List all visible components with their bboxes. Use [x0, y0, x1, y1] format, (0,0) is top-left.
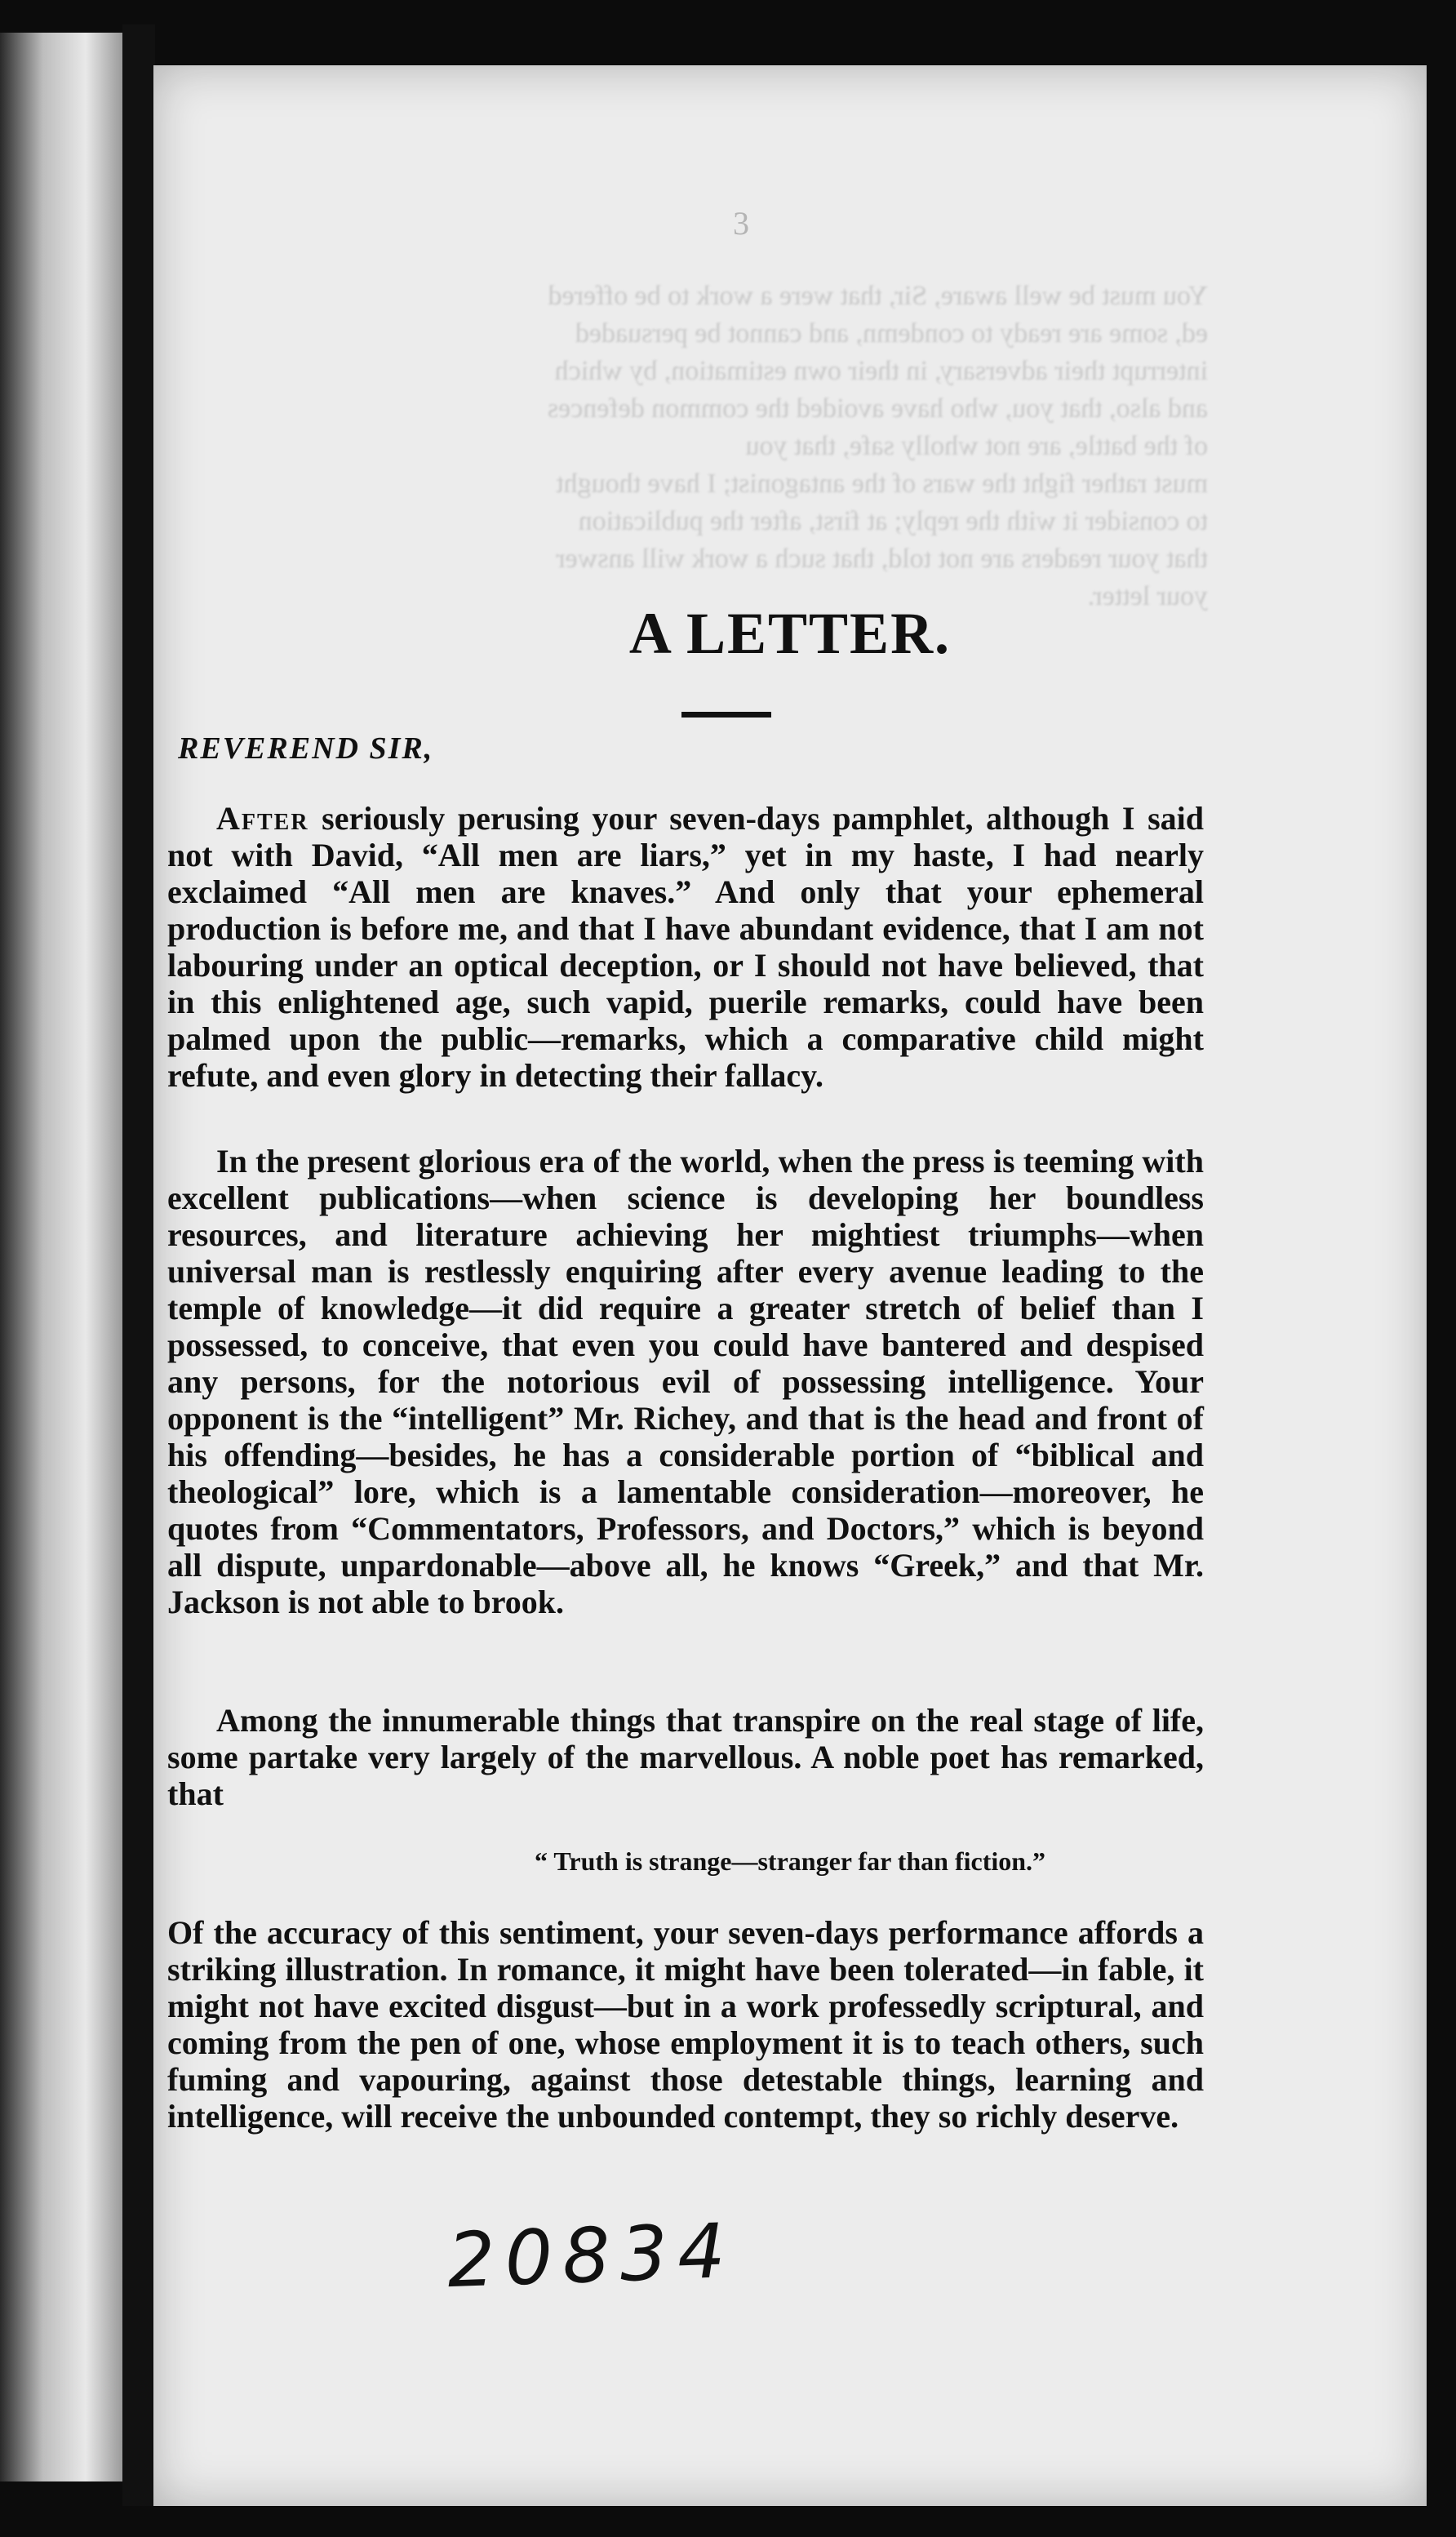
page-number: 3: [733, 205, 749, 242]
bleed-through-text: You must be well aware, Sir, that were a work to be offered ed, some are ready to condemn, and cannot be persuaded interrupt their adversary, in their own estimation, by which and also, that you, who have avoided the common defences of the battle, are not wholly safe, that you must rather fight the wars of the antagonist; I have thought to consider it with the reply; at first, after the publication that your readers are not told, that such a work will answer your letter.: [547, 281, 1208, 611]
salutation: REVEREND SIR,: [178, 731, 434, 766]
paragraph-2: [167, 1143, 1204, 1620]
paragraph-1: [167, 800, 1204, 1094]
paragraph-3-text: Among the innumerable things that transpire on the real stage of life, some partake very largely of the marvellous. A noble poet has remarked, that: [167, 1702, 1204, 1812]
title-divider-rule: [681, 712, 771, 718]
paragraph-1-text: seriously perusing your seven-days pamphlet, although I said not with David, “All men are liars,” yet in my haste, I had nearly exclaimed “All men are knaves.” And only that your ephemeral production is before me, and that I have abundant evidence, that I am not labouring under an optical deception, or I should not have believed, that in this enlightened age, such vapid, puerile remarks, could have been palmed upon the public—remarks, which a comparative child might refute, and even glory in detecting their fallacy.: [167, 800, 1204, 1094]
adjacent-page-edge: [0, 33, 122, 2481]
handwritten-catalog-number: 20834: [446, 2206, 737, 2305]
closing-paragraph: [167, 1914, 1204, 2135]
letter-title: A LETTER.: [628, 601, 952, 666]
closing-paragraph-text: Of the accuracy of this sentiment, your seven-days performance affords a striking illustration. In romance, it might have been tolerated—in fable, it might not have excited disgust—but in a work professedly scriptural, and coming from the pen of one, whose employment it is to teach others, such fuming and vapouring, against those detestable things, learning and intelligence, will receive the unbounded contempt, they so richly deserve.: [167, 1914, 1204, 2135]
paragraph-3: [167, 1702, 1204, 1812]
block-quote: “ Truth is strange—stranger far than fiction.”: [534, 1846, 1046, 1876]
paragraph-1-lead: After: [216, 800, 309, 837]
paragraph-2-text: In the present glorious era of the world, when the press is teeming with excellent publications—when science is developing her boundless resources, and literature achieving her mightiest triumphs—when universal man is restlessly enquiring after every avenue leading to the temple of knowledge—it did require a greater stretch of belief than I possessed, to conceive, that even you could have bantered and despised any persons, for the notorious evil of possessing intelligence. Your opponent is the “intelligent” Mr. Richey, and that is the head and front of his offending—besides, he has a considerable portion of “biblical and theological” lore, which is a lamentable consideration—moreover, he quotes from “Commentators, Professors, and Doctors,” which is beyond all dispute, unpardonable—above all, he knows “Greek,” and that Mr. Jackson is not able to brook.: [167, 1143, 1204, 1620]
page-gutter-shadow: [122, 24, 155, 2506]
